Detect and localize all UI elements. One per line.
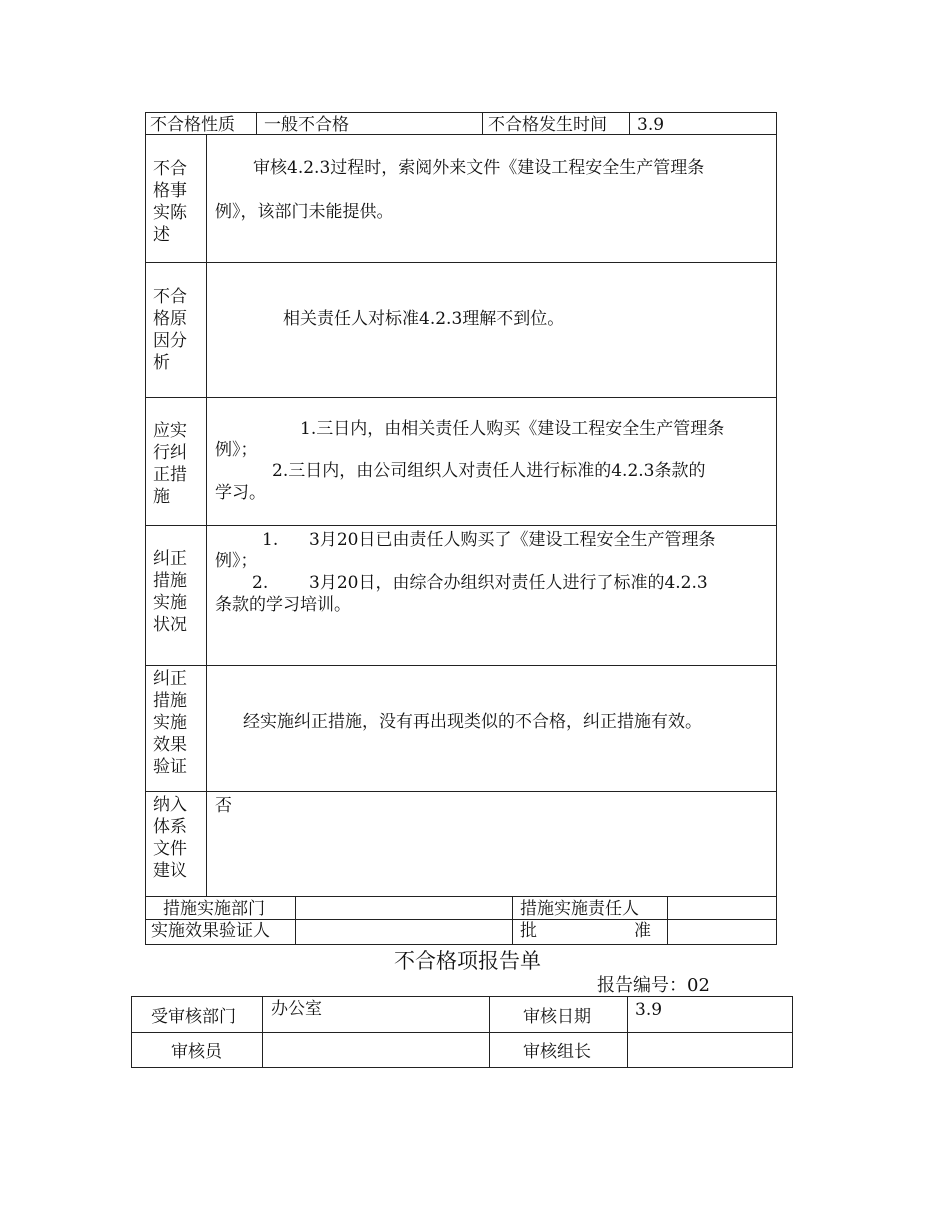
- system-document-suggestion-label: 纳入体系文件建议: [153, 795, 187, 881]
- row-divider: [145, 896, 777, 897]
- audited-department-value: 办公室: [271, 999, 322, 1019]
- column-divider: [627, 996, 628, 1068]
- corrective-measure-line: 学习。: [215, 483, 266, 503]
- effect-verifier-label: 实施效果验证人: [151, 921, 270, 941]
- nonconformity-nature-value: 一般不合格: [264, 115, 349, 135]
- row-divider: [145, 525, 777, 526]
- column-divider: [206, 134, 207, 896]
- system-document-suggestion-value: 否: [215, 796, 232, 816]
- row-divider: [145, 397, 777, 398]
- status-line: 3月20日已由责任人购买了《建设工程安全生产管理条: [309, 530, 716, 550]
- row-divider: [145, 134, 777, 135]
- corrective-measures-label: 应实行纠正措施: [153, 421, 187, 507]
- measure-owner-label: 措施实施责任人: [520, 899, 639, 919]
- cause-analysis-label: 不合格原因分析: [153, 287, 187, 373]
- row-divider: [131, 1032, 793, 1033]
- nonconformity-nature-label: 不合格性质: [150, 115, 235, 135]
- approval-label: 准: [634, 921, 651, 941]
- fact-statement-line: 例》，该部门未能提供。: [215, 202, 394, 222]
- audit-date-value: 3.9: [635, 1000, 663, 1020]
- approval-label: 批: [520, 921, 537, 941]
- corrective-measure-line: 2.三日内，由公司组织人对责任人进行标准的4.2.3条款的: [272, 461, 706, 481]
- column-divider: [489, 996, 490, 1068]
- effect-verification-label: 纠正措施实施效果验证: [153, 669, 187, 777]
- occurrence-time-label: 不合格发生时间: [488, 115, 607, 135]
- auditor-label: 审核员: [171, 1042, 222, 1062]
- audited-department-label: 受审核部门: [151, 1007, 236, 1027]
- row-divider: [145, 262, 777, 263]
- effect-verification-text: 经实施纠正措施，没有再出现类似的不合格，纠正措施有效。: [243, 712, 702, 732]
- status-line: 条款的学习培训。: [215, 595, 351, 615]
- fact-statement-label: 不合格事实陈述: [153, 159, 187, 245]
- report-number: 报告编号：02: [597, 975, 710, 996]
- fact-statement-line: 审核4.2.3过程时，索阅外来文件《建设工程安全生产管理条: [253, 158, 705, 178]
- column-divider: [512, 896, 513, 945]
- column-divider: [295, 896, 296, 945]
- report-title: 不合格项报告单: [394, 949, 541, 973]
- column-divider: [667, 896, 668, 945]
- implementation-status-label: 纠正措施实施状况: [153, 549, 187, 635]
- audit-date-label: 审核日期: [523, 1007, 591, 1027]
- status-line: 3月20日，由综合办组织对责任人进行了标准的4.2.3: [309, 573, 708, 593]
- status-item-number: 2.: [252, 573, 269, 593]
- corrective-measure-line: 1.三日内，由相关责任人购买《建设工程安全生产管理条: [300, 419, 725, 439]
- corrective-measure-line: 例》；: [215, 440, 258, 460]
- measure-department-label: 措施实施部门: [163, 899, 265, 919]
- audit-team-leader-label: 审核组长: [523, 1042, 591, 1062]
- row-divider: [145, 791, 777, 792]
- cause-analysis-text: 相关责任人对标准4.2.3理解不到位。: [283, 309, 565, 329]
- row-divider: [145, 665, 777, 666]
- column-divider: [482, 112, 483, 134]
- column-divider: [262, 996, 263, 1068]
- status-item-number: 1.: [262, 530, 279, 550]
- occurrence-time-value: 3.9: [637, 115, 665, 135]
- status-line: 例》；: [215, 551, 258, 571]
- column-divider: [256, 112, 257, 134]
- column-divider: [629, 112, 630, 134]
